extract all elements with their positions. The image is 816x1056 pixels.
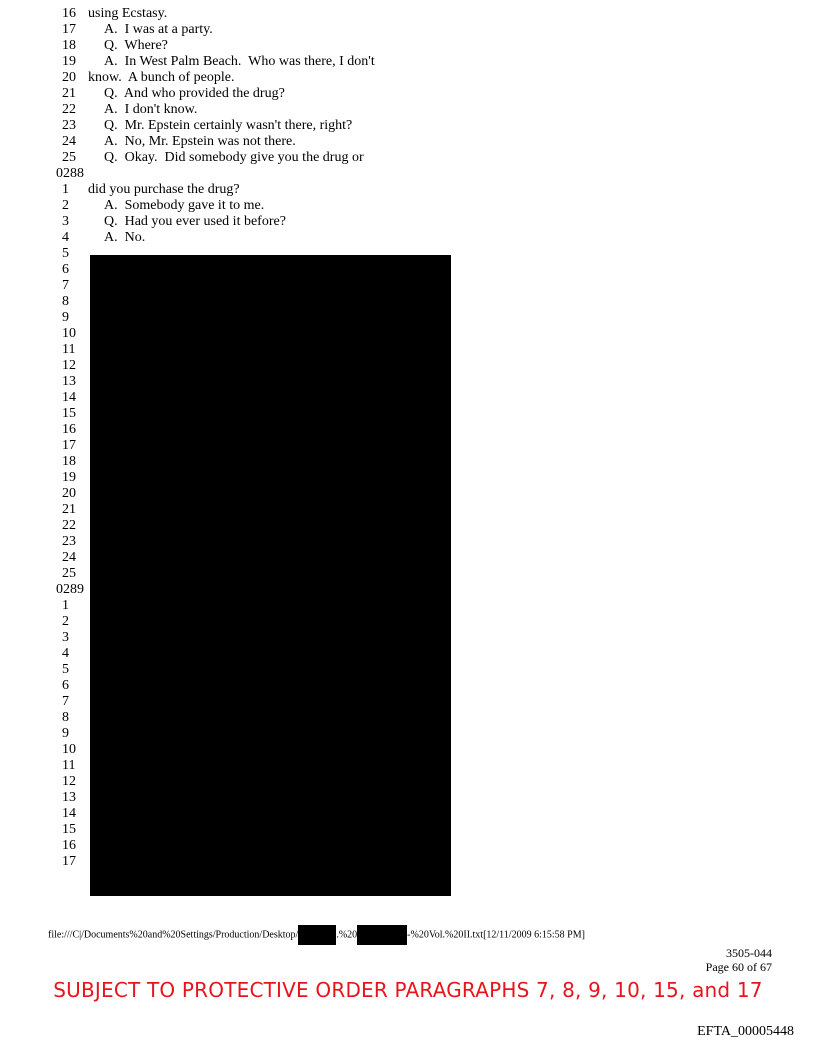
- line-number: 10: [62, 742, 76, 757]
- line-number: 3: [62, 630, 69, 645]
- efta-identifier: EFTA_00005448: [697, 1024, 794, 1039]
- line-number: 2: [62, 198, 69, 213]
- line-number: 16: [62, 422, 76, 437]
- line-number: 14: [62, 806, 76, 821]
- file-path-part-2: .%20: [336, 929, 358, 941]
- line-text: know. A bunch of people.: [88, 70, 235, 85]
- protective-order-notice: SUBJECT TO PROTECTIVE ORDER PARAGRAPHS 7, 8, 9, 10, 15, and 17: [53, 978, 763, 1002]
- line-number: 20: [62, 486, 76, 501]
- line-number: 5: [62, 246, 69, 261]
- line-text: Q. And who provided the drug?: [104, 86, 285, 101]
- line-number: 20: [62, 70, 76, 85]
- line-number: 9: [62, 310, 69, 325]
- line-number: 5: [62, 662, 69, 677]
- line-number: 15: [62, 406, 76, 421]
- line-text: Q. Where?: [104, 38, 168, 53]
- line-number: 16: [62, 838, 76, 853]
- line-text: Q. Mr. Epstein certainly wasn't there, right?: [104, 118, 353, 133]
- line-number: 7: [62, 278, 69, 293]
- line-number: 19: [62, 470, 76, 485]
- bates-code: 3505-044: [726, 946, 772, 960]
- line-text: A. Somebody gave it to me.: [104, 198, 265, 213]
- line-text: A. I don't know.: [104, 102, 198, 117]
- line-number: 24: [62, 134, 76, 149]
- line-number: 8: [62, 294, 69, 309]
- bates-block: [706, 946, 772, 974]
- line-text: A. No, Mr. Epstein was not there.: [104, 134, 296, 149]
- line-number: 6: [62, 678, 69, 693]
- line-number: 22: [62, 518, 76, 533]
- redaction-inline-2: [357, 925, 407, 945]
- line-number: 18: [62, 454, 76, 469]
- line-number: 17: [62, 438, 76, 453]
- line-number: 4: [62, 230, 69, 245]
- line-text: A. I was at a party.: [104, 22, 213, 37]
- line-number: 16: [62, 6, 76, 21]
- line-text: did you purchase the drug?: [88, 182, 240, 197]
- line-number: 11: [62, 342, 76, 357]
- line-text: Q. Okay. Did somebody give you the drug or: [104, 150, 364, 165]
- line-number: 8: [62, 710, 69, 725]
- line-number: 17: [62, 854, 76, 869]
- line-number: 2: [62, 614, 69, 629]
- line-number: 3: [62, 214, 69, 229]
- line-number: 9: [62, 726, 69, 741]
- line-number: 19: [62, 54, 76, 69]
- line-number: 12: [62, 358, 76, 373]
- line-number: 25: [62, 150, 76, 165]
- bates-page: Page 60 of 67: [705, 960, 772, 974]
- line-number: 7: [62, 694, 69, 709]
- line-text: A. No.: [104, 230, 146, 245]
- line-number: 21: [62, 86, 76, 101]
- line-number: 23: [62, 118, 76, 133]
- line-number: 12: [62, 774, 76, 789]
- line-number: 4: [62, 646, 69, 661]
- line-number: 23: [62, 534, 76, 549]
- page-number: 0288: [56, 166, 84, 181]
- line-number: 24: [62, 550, 76, 565]
- line-number: 11: [62, 758, 76, 773]
- page-number: 0289: [56, 582, 84, 597]
- line-text: A. In West Palm Beach. Who was there, I don't: [104, 54, 375, 69]
- file-path-footer: [48, 925, 585, 945]
- redaction-block: [90, 255, 451, 896]
- line-number: 21: [62, 502, 76, 517]
- line-number: 25: [62, 566, 76, 581]
- line-number: 18: [62, 38, 76, 53]
- line-number: 22: [62, 102, 76, 117]
- line-text: using Ecstasy.: [88, 6, 168, 21]
- line-number: 13: [62, 374, 76, 389]
- line-number: 17: [62, 22, 76, 37]
- line-number: 10: [62, 326, 76, 341]
- line-number: 1: [62, 182, 69, 197]
- file-path-part-3: -%20Vol.%20II.txt[12/11/2009 6:15:58 PM]: [407, 929, 585, 941]
- line-number: 6: [62, 262, 69, 277]
- line-number: 15: [62, 822, 76, 837]
- line-text: Q. Had you ever used it before?: [104, 214, 286, 229]
- file-path-part-1: file:///C|/Documents%20and%20Settings/Production/Desktop/: [48, 929, 299, 941]
- line-number: 14: [62, 390, 76, 405]
- redaction-inline-1: [298, 925, 336, 945]
- line-number: 1: [62, 598, 69, 613]
- line-number: 13: [62, 790, 76, 805]
